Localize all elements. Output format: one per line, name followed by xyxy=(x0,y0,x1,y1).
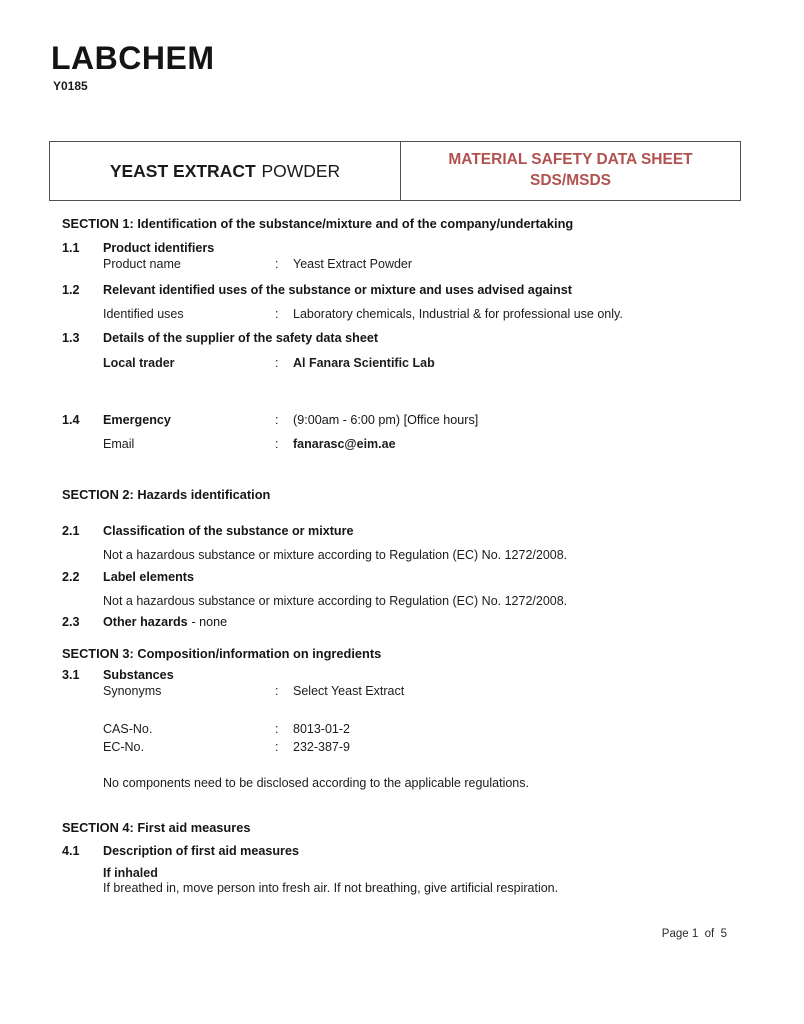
item-1-2-number: 1.2 xyxy=(62,283,80,297)
colon-separator: : xyxy=(275,437,279,451)
product-name-row xyxy=(103,257,412,271)
synonyms-row xyxy=(103,684,404,698)
item-2-3-number: 2.3 xyxy=(62,615,80,629)
item-2-2 xyxy=(62,570,194,584)
sheet-type-line2: SDS/MSDS xyxy=(530,172,611,189)
item-2-3-suffix: - none xyxy=(191,615,228,629)
item-2-3 xyxy=(62,615,227,629)
cas-row xyxy=(103,722,350,736)
local-trader-value: Al Fanara Scientific Lab xyxy=(293,356,435,370)
ec-value: 232-387-9 xyxy=(293,740,350,754)
item-1-3-number: 1.3 xyxy=(62,331,80,345)
identified-uses-row xyxy=(103,307,623,321)
if-inhaled-body: If breathed in, move person into fresh air. If not breathing, give artificial respiration. xyxy=(103,881,559,895)
product-title-regular: POWDER xyxy=(261,160,341,181)
section4-heading: SECTION 4: First aid measures xyxy=(62,820,251,835)
colon-separator: : xyxy=(275,684,279,698)
ec-label: EC-No. xyxy=(103,740,144,754)
cas-label: CAS-No. xyxy=(103,722,153,736)
item-2-3-title: Other hazards xyxy=(103,615,188,629)
item-3-1-title: Substances xyxy=(103,668,174,682)
identified-uses-label: Identified uses xyxy=(103,307,184,321)
item-3-1-number: 3.1 xyxy=(62,668,80,682)
page-number: Page 1 of 5 xyxy=(661,928,727,940)
item-1-1-number: 1.1 xyxy=(62,241,80,255)
identified-uses-value: Laboratory chemicals, Industrial & for professional use only. xyxy=(293,307,623,321)
item-2-2-number: 2.2 xyxy=(62,570,80,584)
section3-heading: SECTION 3: Composition/information on ingredients xyxy=(62,646,382,661)
synonyms-value: Select Yeast Extract xyxy=(293,684,405,698)
product-title-cell xyxy=(50,142,401,200)
brand-logo-text: LABCHEM xyxy=(51,40,215,76)
item-4-1-number: 4.1 xyxy=(62,844,80,858)
sheet-type-cell xyxy=(401,142,740,200)
emergency-row xyxy=(62,413,478,427)
colon-separator: : xyxy=(275,413,279,427)
colon-separator: : xyxy=(275,307,279,321)
section1-heading: SECTION 1: Identification of the substance/mixture and of the company/undertaking xyxy=(62,216,574,231)
item-2-2-title: Label elements xyxy=(103,570,194,584)
item-2-3-title-wrap xyxy=(103,615,227,629)
email-value: fanarasc@eim.ae xyxy=(293,437,396,451)
title-box xyxy=(49,141,741,201)
section3-note: No components need to be disclosed according to the applicable regulations. xyxy=(103,776,529,790)
colon-separator: : xyxy=(275,722,279,736)
item-2-1-body: Not a hazardous substance or mixture according to Regulation (EC) No. 1272/2008. xyxy=(103,548,568,562)
item-2-1-number: 2.1 xyxy=(62,524,80,538)
local-trader-row xyxy=(103,356,435,370)
item-4-1-title: Description of first aid measures xyxy=(103,844,299,858)
item-2-2-body: Not a hazardous substance or mixture according to Regulation (EC) No. 1272/2008. xyxy=(103,594,568,608)
section2-heading: SECTION 2: Hazards identification xyxy=(62,487,271,502)
ec-row xyxy=(103,740,350,754)
catalog-code: Y0185 xyxy=(53,79,88,93)
item-3-1 xyxy=(62,668,174,682)
emergency-value: (9:00am - 6:00 pm) [Office hours] xyxy=(293,413,479,427)
colon-separator: : xyxy=(275,356,279,370)
item-1-1 xyxy=(62,241,214,255)
local-trader-label: Local trader xyxy=(103,356,175,370)
if-inhaled-title: If inhaled xyxy=(103,866,158,880)
sheet-type-line1: MATERIAL SAFETY DATA SHEET xyxy=(448,151,693,169)
item-2-1-title: Classification of the substance or mixture xyxy=(103,524,354,538)
colon-separator: : xyxy=(275,740,279,754)
email-label: Email xyxy=(103,437,135,451)
item-1-3 xyxy=(62,331,378,345)
item-4-1 xyxy=(62,844,299,858)
cas-value: 8013-01-2 xyxy=(293,722,350,736)
item-1-4-number: 1.4 xyxy=(62,413,80,427)
product-name-label: Product name xyxy=(103,257,181,271)
item-1-1-title: Product identifiers xyxy=(103,241,215,255)
item-1-2 xyxy=(62,283,572,297)
product-title-bold: YEAST EXTRACT xyxy=(109,160,256,181)
item-2-1 xyxy=(62,524,354,538)
emergency-label: Emergency xyxy=(103,413,171,427)
synonyms-label: Synonyms xyxy=(103,684,162,698)
item-1-3-title: Details of the supplier of the safety data sheet xyxy=(103,331,379,345)
item-1-2-title: Relevant identified uses of the substance or mixture and uses advised against xyxy=(103,283,572,297)
colon-separator: : xyxy=(275,257,279,271)
email-row xyxy=(103,437,396,451)
product-name-value: Yeast Extract Powder xyxy=(293,257,413,271)
